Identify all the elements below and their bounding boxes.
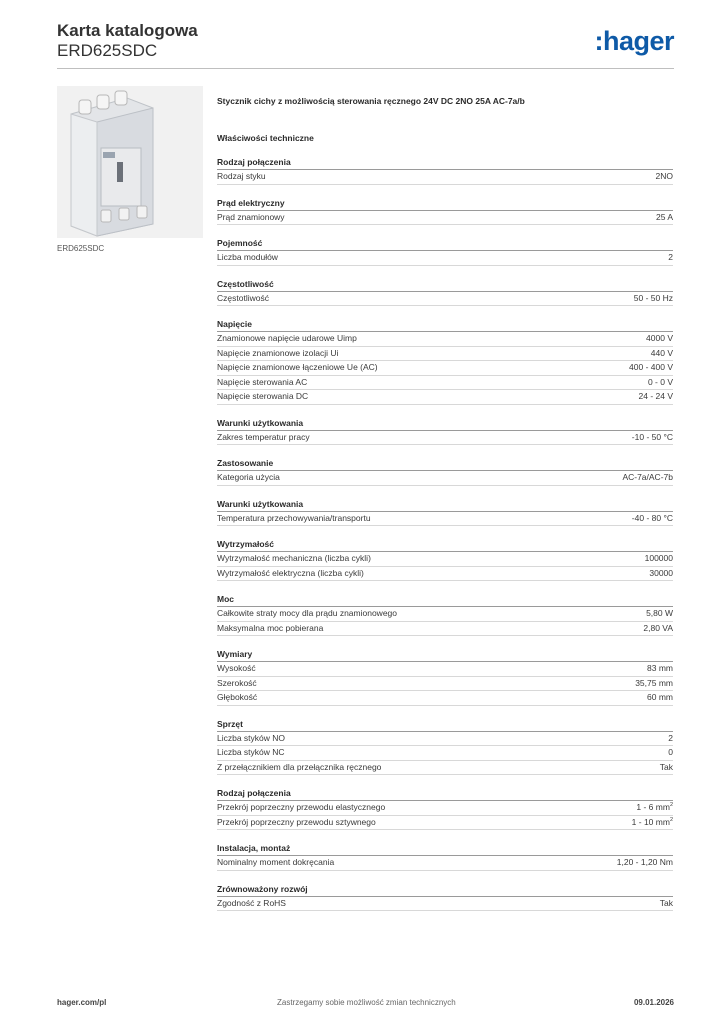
- image-caption: ERD625SDC: [57, 244, 105, 253]
- property-value-text: 1 - 6 mm: [636, 802, 670, 812]
- property-group: [217, 417, 673, 446]
- property-row: [217, 431, 673, 446]
- property-value: [668, 251, 673, 265]
- property-row: [217, 251, 673, 266]
- property-group: [217, 593, 673, 636]
- group-title: Pojemność: [217, 237, 673, 251]
- property-label: Kategoria użycia: [217, 472, 280, 482]
- group-title: Warunki użytkowania: [217, 498, 673, 512]
- property-row: [217, 471, 673, 486]
- property-value-text: 2: [668, 732, 673, 743]
- property-row: [217, 376, 673, 391]
- group-title: Instalacja, montaż: [217, 842, 673, 856]
- property-label: Częstotliwość: [217, 292, 269, 303]
- property-label: Przekrój poprzeczny przewodu elastycznego: [217, 802, 386, 812]
- property-value: [646, 607, 673, 621]
- group-title: Sprzęt: [217, 718, 673, 732]
- property-row: [217, 816, 673, 831]
- property-group: [217, 718, 673, 776]
- property-value: [660, 761, 673, 775]
- product-code: ERD625SDC: [57, 41, 158, 60]
- property-row: [217, 347, 673, 362]
- property-row: [217, 801, 673, 816]
- group-title: Rodzaj połączenia: [217, 156, 673, 170]
- property-label: Całkowite straty mocy dla prądu znamionowego: [217, 608, 398, 618]
- property-row: [217, 761, 673, 776]
- property-value: [636, 801, 673, 815]
- document-title: Karta katalogowa: [57, 21, 198, 40]
- property-row: [217, 732, 673, 747]
- property-value: [632, 431, 673, 445]
- property-value: [656, 170, 673, 184]
- property-label: Liczba modułów: [217, 252, 278, 262]
- properties-title: Właściwości techniczne: [217, 133, 314, 143]
- property-row: [217, 622, 673, 637]
- property-value: [622, 471, 673, 485]
- property-value-text: 4000 V: [646, 333, 673, 343]
- property-value-text: 1,20 - 1,20 Nm: [616, 857, 673, 867]
- property-label: Napięcie znamionowe łączeniowe Ue (AC): [217, 362, 378, 372]
- product-image: [57, 86, 203, 238]
- unit-superscript: 2: [669, 802, 673, 808]
- property-label: Liczba styków NC: [217, 747, 285, 757]
- property-value: [632, 816, 673, 830]
- property-value: [651, 347, 673, 361]
- property-value: [647, 691, 673, 705]
- group-title: Wymiary: [217, 648, 673, 662]
- property-label: Maksymalna moc pobierana: [217, 622, 324, 633]
- property-row: [217, 332, 673, 347]
- property-row: [217, 691, 673, 706]
- property-group: [217, 842, 673, 871]
- property-value-text: 440 V: [650, 347, 673, 358]
- logo-text: hager: [602, 26, 674, 56]
- property-group: [217, 648, 673, 706]
- property-label: Nominalny moment dokręcania: [217, 857, 335, 867]
- property-label: Prąd znamionowy: [217, 211, 285, 222]
- property-label: Szerokość: [217, 677, 257, 688]
- group-title: Napięcie: [217, 318, 673, 332]
- property-group: [217, 538, 673, 581]
- property-label: Wytrzymałość elektryczna (liczba cykli): [217, 567, 364, 578]
- group-title: Warunki użytkowania: [217, 417, 673, 431]
- property-value-text: 400 - 400 V: [629, 362, 673, 372]
- property-group: [217, 883, 673, 912]
- property-row: [217, 746, 673, 761]
- property-value: [632, 512, 673, 526]
- hager-logo: [594, 26, 674, 56]
- header-divider: [57, 68, 674, 69]
- property-value-text: 2: [668, 252, 673, 262]
- property-value: [629, 361, 673, 375]
- property-label: Zgodność z RoHS: [217, 897, 286, 908]
- contactor-illustration: [57, 86, 203, 238]
- property-value-text: 24 - 24 V: [638, 391, 673, 401]
- property-value-text: 5,80 W: [646, 608, 673, 618]
- footer-website[interactable]: hager.com/pl: [57, 998, 107, 1007]
- group-title: Prąd elektryczny: [217, 197, 673, 211]
- property-group: [217, 318, 673, 405]
- property-value: [656, 211, 673, 225]
- property-row: [217, 567, 673, 582]
- page-header: [57, 20, 674, 61]
- logo-colon: :: [594, 26, 603, 56]
- unit-superscript: 2: [669, 816, 673, 823]
- property-value: [648, 376, 673, 390]
- property-group: [217, 787, 673, 830]
- property-value-text: 0 - 0 V: [647, 376, 673, 387]
- property-row: [217, 292, 673, 307]
- property-row: [217, 856, 673, 871]
- group-title: Wytrzymałość: [217, 538, 673, 552]
- property-row: [217, 607, 673, 622]
- property-row: [217, 552, 673, 567]
- property-value-text: 35,75 mm: [635, 677, 673, 688]
- property-label: Rodzaj styku: [217, 171, 266, 181]
- property-label: Napięcie sterowania AC: [217, 376, 308, 387]
- property-value-text: 2NO: [655, 171, 673, 181]
- property-group: [217, 498, 673, 527]
- property-value: [668, 732, 673, 746]
- property-value: [634, 292, 673, 306]
- property-value-text: 30000: [649, 567, 673, 578]
- property-value-text: 1 - 10 mm: [631, 816, 670, 827]
- property-row: [217, 170, 673, 185]
- group-title: Częstotliwość: [217, 278, 673, 292]
- property-value: [668, 746, 673, 760]
- footer-disclaimer: Zastrzegamy sobie możliwość zmian technicznych: [277, 998, 456, 1007]
- property-row: [217, 897, 673, 912]
- property-label: Liczba styków NO: [217, 732, 286, 743]
- property-label: Z przełącznikiem dla przełącznika ręcznego: [217, 761, 382, 772]
- group-title: Zrównoważony rozwój: [217, 883, 673, 897]
- property-row: [217, 662, 673, 677]
- property-value-text: -10 - 50 °C: [631, 431, 673, 442]
- property-value: [649, 567, 673, 581]
- property-groups: [217, 156, 673, 911]
- property-group: [217, 197, 673, 226]
- property-label: Przekrój poprzeczny przewodu sztywnego: [217, 816, 376, 827]
- property-value: [639, 390, 674, 404]
- property-label: Napięcie znamionowe izolacji Ui: [217, 347, 339, 358]
- property-group: [217, 237, 673, 266]
- property-value: [647, 662, 673, 676]
- property-label: Napięcie sterowania DC: [217, 391, 309, 401]
- property-label: Głębokość: [217, 692, 258, 702]
- property-value-text: 0: [668, 747, 673, 757]
- property-row: [217, 361, 673, 376]
- property-value-text: -40 - 80 °C: [631, 512, 673, 523]
- property-label: Znamionowe napięcie udarowe Uimp: [217, 333, 357, 343]
- product-description: Stycznik cichy z możliwością sterowania ręcznego 24V DC 2NO 25A AC-7a/b: [217, 96, 525, 106]
- group-title: Moc: [217, 593, 673, 607]
- property-label: Wysokość: [217, 663, 256, 673]
- property-value: [635, 677, 673, 691]
- property-value-text: 50 - 50 Hz: [633, 292, 673, 303]
- property-value: [660, 897, 673, 911]
- property-label: Zakres temperatur pracy: [217, 431, 310, 442]
- property-value: [617, 856, 673, 870]
- property-value-text: AC-7a/AC-7b: [622, 472, 673, 482]
- property-row: [217, 211, 673, 226]
- property-value-text: 83 mm: [647, 663, 673, 673]
- property-value-text: Tak: [659, 897, 673, 908]
- property-label: Temperatura przechowywania/transportu: [217, 512, 371, 523]
- property-group: [217, 156, 673, 185]
- group-title: Zastosowanie: [217, 457, 673, 471]
- property-value: [643, 622, 673, 636]
- property-group: [217, 278, 673, 307]
- property-value: [645, 552, 673, 566]
- property-row: [217, 512, 673, 527]
- property-row: [217, 390, 673, 405]
- property-value-text: 60 mm: [647, 692, 673, 702]
- property-group: [217, 457, 673, 486]
- property-value-text: 2,80 VA: [643, 622, 673, 633]
- property-label: Wytrzymałość mechaniczna (liczba cykli): [217, 553, 371, 563]
- property-value: [646, 332, 673, 346]
- footer-date: 09.01.2026: [633, 998, 674, 1007]
- property-value-text: 25 A: [655, 211, 673, 222]
- property-row: [217, 677, 673, 692]
- property-value-text: Tak: [659, 761, 673, 772]
- group-title: Rodzaj połączenia: [217, 787, 673, 801]
- property-value-text: 100000: [644, 553, 673, 563]
- spec-content: [217, 96, 673, 923]
